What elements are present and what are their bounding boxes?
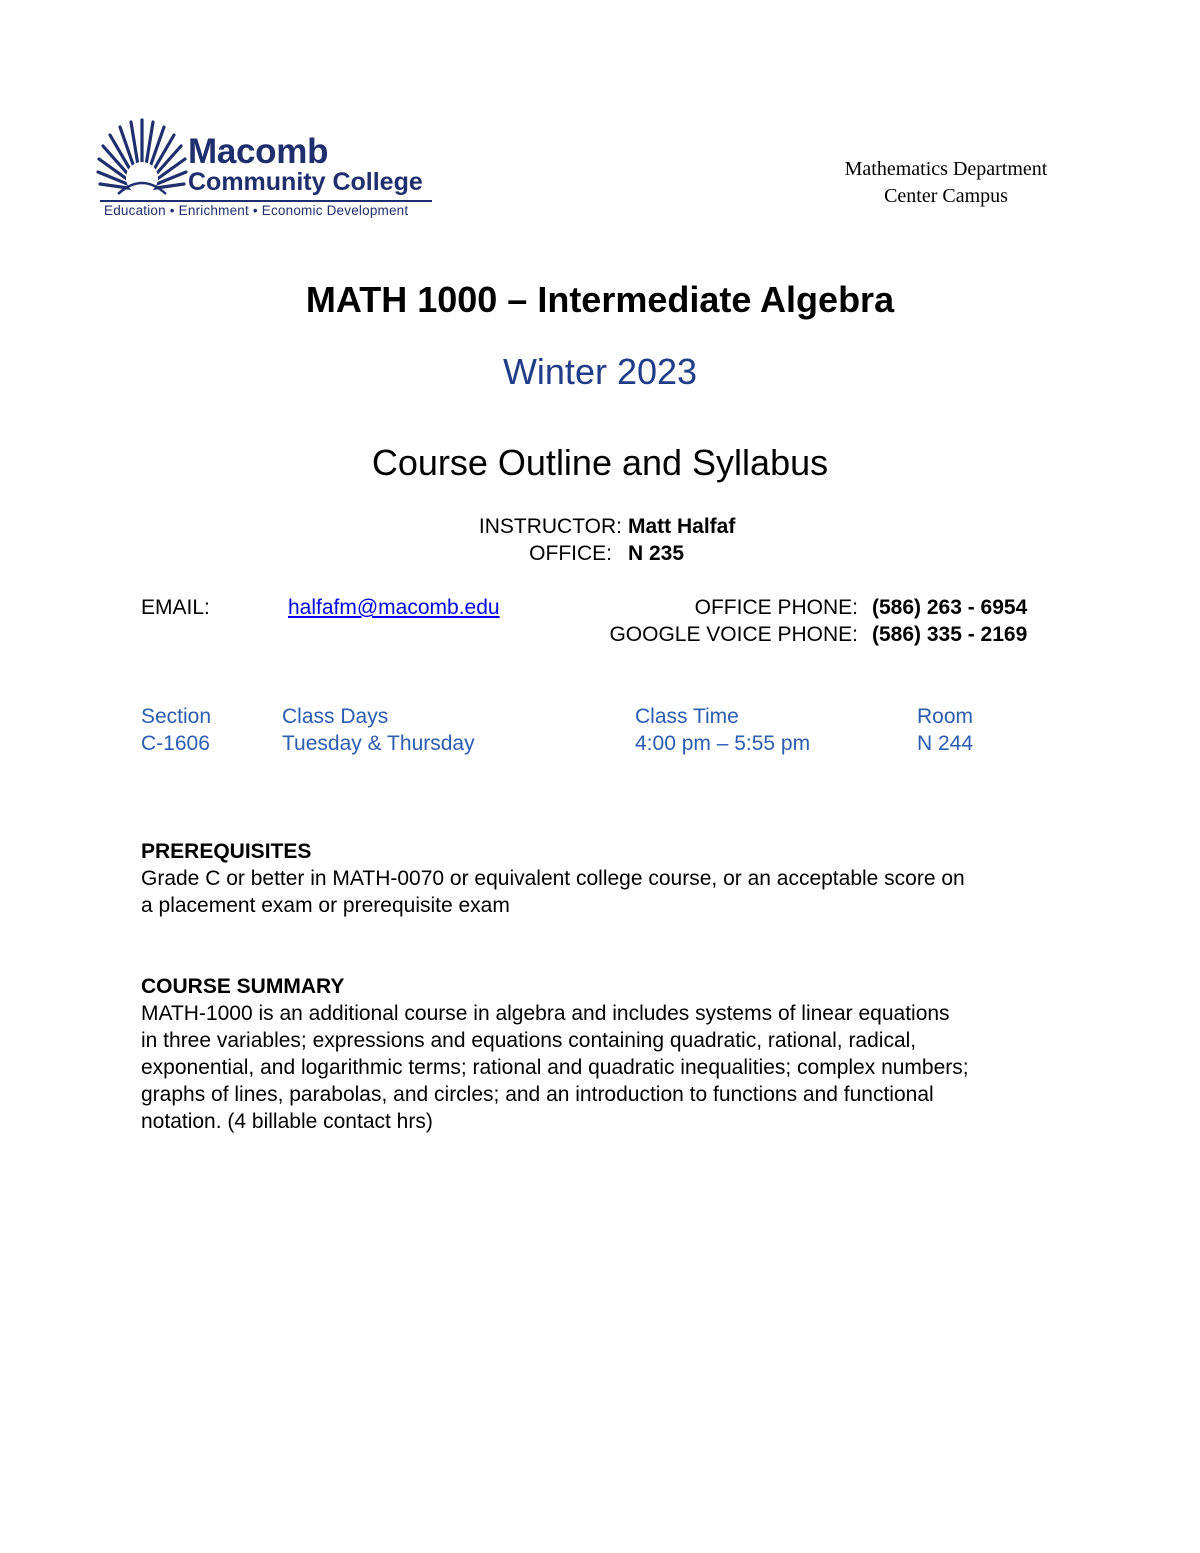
instructor-name: Matt Halfaf	[628, 515, 736, 538]
prerequisites-text	[141, 865, 1076, 919]
department-name: Mathematics Department	[844, 158, 1048, 180]
logo-subname: Community College	[188, 168, 423, 196]
paragraph-line: in three variables; expressions and equations containing quadratic, rational, radical,	[141, 1029, 917, 1052]
schedule-header-room: Room	[917, 705, 974, 728]
course-summary-heading: COURSE SUMMARY	[141, 975, 345, 998]
campus-name: Center Campus	[884, 185, 1008, 207]
schedule-header-time: Class Time	[635, 705, 739, 728]
course-term: Winter 2023	[502, 351, 698, 392]
schedule-section: C-1606	[141, 732, 210, 755]
document-subtitle: Course Outline and Syllabus	[371, 442, 829, 483]
office-phone: (586) 263 - 6954	[872, 596, 1028, 619]
logo-divider	[100, 200, 432, 202]
course-summary-text	[141, 1000, 1076, 1135]
schedule-room: N 244	[917, 732, 974, 755]
google-voice-label: GOOGLE VOICE PHONE:	[609, 623, 858, 646]
schedule-header-days: Class Days	[282, 705, 389, 728]
email-link[interactable]: halfafm@macomb.edu	[288, 596, 500, 619]
paragraph-line: MATH-1000 is an additional course in algebra and includes systems of linear equations	[141, 1002, 950, 1025]
paragraph-line: graphs of lines, parabolas, and circles; and an introduction to functions and functional	[141, 1083, 934, 1106]
instructor-label: INSTRUCTOR:	[478, 515, 622, 538]
course-title: MATH 1000 – Intermediate Algebra	[305, 279, 895, 320]
paragraph-line: notation. (4 billable contact hrs)	[141, 1110, 433, 1133]
logo-tagline: Education • Enrichment • Economic Development	[104, 203, 409, 218]
office-room: N 235	[628, 542, 685, 565]
college-logo	[96, 116, 436, 222]
department-header	[816, 156, 1076, 210]
paragraph-line: exponential, and logarithmic terms; rational and quadratic inequalities; complex numbers;	[141, 1056, 969, 1079]
office-label: OFFICE:	[529, 542, 612, 565]
google-voice-phone: (586) 335 - 2169	[872, 623, 1028, 646]
office-phone-label: OFFICE PHONE:	[694, 596, 858, 619]
paragraph-line: a placement exam or prerequisite exam	[141, 894, 510, 917]
schedule-header-section: Section	[141, 705, 212, 728]
schedule-time: 4:00 pm – 5:55 pm	[635, 732, 811, 755]
prerequisites-heading: PREREQUISITES	[141, 840, 312, 863]
schedule-days: Tuesday & Thursday	[282, 732, 475, 755]
logo-name: Macomb	[188, 132, 329, 171]
paragraph-line: Grade C or better in MATH-0070 or equivalent college course, or an acceptable score on	[141, 867, 965, 890]
email-label: EMAIL:	[141, 596, 210, 619]
sunburst-emblem-icon	[96, 116, 188, 202]
